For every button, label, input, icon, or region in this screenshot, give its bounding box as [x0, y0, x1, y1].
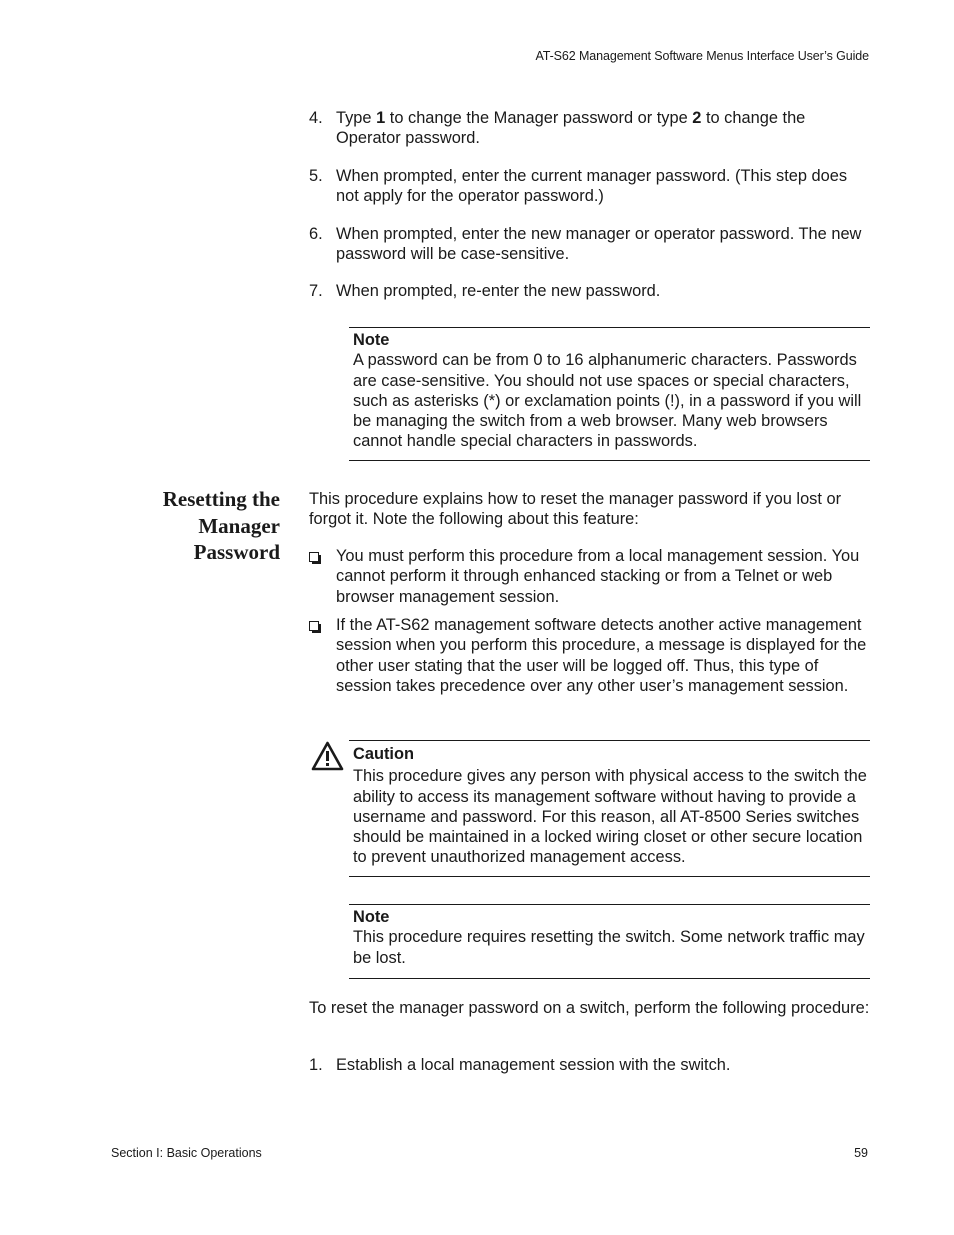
note-title: Note [353, 908, 390, 926]
step-1 [309, 1055, 874, 1076]
section-intro: This procedure explains how to reset the manager password if you lost or forgot it. Note the following about this feature: [309, 490, 842, 529]
note-box [353, 907, 873, 968]
note-top-rule [349, 904, 870, 905]
step-text: When prompted, enter the current manager password. (This step does not apply for the operator password.) [336, 167, 848, 206]
step-text: When prompted, re-enter the new password. [336, 282, 661, 300]
heading-line: Password [193, 540, 280, 564]
step-text: When prompted, enter the new manager or operator password. The new password will be case-sensitive. [336, 225, 862, 264]
step-number: 7. [309, 282, 323, 300]
note-top-rule [349, 327, 870, 328]
note-bottom-rule [349, 978, 870, 979]
step-number: 5. [309, 167, 323, 185]
page-number: 59 [854, 1146, 868, 1160]
caution-top-rule [349, 740, 870, 741]
caution-box [353, 744, 873, 868]
bullet-text: You must perform this procedure from a local management session. You cannot perform it through enhanced stacking or from a Telnet or web browser management session. [336, 547, 860, 606]
bullet-item [309, 546, 874, 607]
step-7 [309, 281, 874, 302]
note-text: This procedure requires resetting the switch. Some network traffic may be lost. [353, 928, 865, 967]
caution-text: This procedure gives any person with physical access to the switch the ability to access its management software without having to provide a username and password. For this reason, all AT-8500 Series switches should be maintained in a locked wiring closet or other secure location to prevent unauthorized management access. [353, 767, 867, 867]
caution-title: Caution [353, 745, 415, 763]
note-text: A password can be from 0 to 16 alphanumeric characters. Passwords are case-sensitive. You should not use spaces or special characters, such as asterisks (*) or exclamation points (!), in a password if you will be managing the switch from a web browser. Many web browsers cannot handle special characters in passwords. [353, 351, 862, 451]
running-header: AT-S62 Management Software Menus Interface User’s Guide [535, 49, 869, 63]
step-number: 6. [309, 225, 323, 243]
heading-line: Resetting the [162, 487, 280, 511]
section-heading [120, 486, 280, 566]
procedure-intro: To reset the manager password on a switch, perform the following procedure: [309, 999, 870, 1017]
step-text: Establish a local management session with the switch. [336, 1056, 731, 1074]
note-bottom-rule [349, 460, 870, 461]
step-4 [309, 108, 874, 149]
step-number: 1. [309, 1056, 323, 1074]
note-box [353, 330, 873, 452]
step-5 [309, 166, 874, 207]
step-number: 4. [309, 109, 323, 127]
step-6 [309, 224, 874, 265]
step-text: Type 1 to change the Manager password or type 2 to change the Operator password. [336, 109, 806, 148]
heading-line: Manager [198, 513, 280, 538]
caution-bottom-rule [349, 876, 870, 877]
footer-section: Section I: Basic Operations [111, 1146, 262, 1160]
checkbox-bullet-icon [309, 552, 319, 562]
bullet-item [309, 615, 874, 717]
checkbox-bullet-icon [309, 621, 319, 631]
note-title: Note [353, 331, 390, 349]
bullet-text: If the AT-S62 management software detects another active management session when you perform this procedure, a message is displayed for the other user stating that the user will be logged off. Thus, this type of session takes precedence over any other user’s management session. [336, 616, 867, 695]
warning-triangle-icon [311, 741, 344, 771]
